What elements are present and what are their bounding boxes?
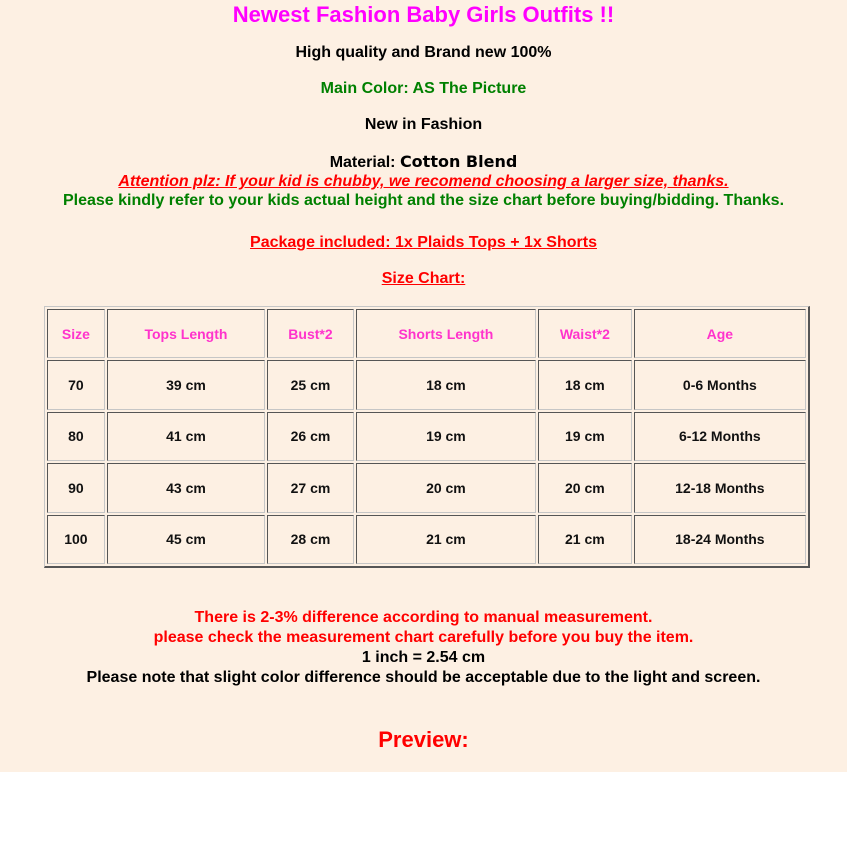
table-cell: 26 cm: [267, 412, 354, 461]
table-row: [47, 463, 806, 512]
header-cell-shorts-length: Shorts Length: [356, 309, 536, 358]
header-cell-age: Age: [634, 309, 806, 358]
table-cell: 27 cm: [267, 463, 354, 512]
table-cell: 90: [47, 463, 105, 512]
table-cell: 0-6 Months: [634, 360, 806, 409]
header-cell-tops-length: Tops Length: [107, 309, 265, 358]
attention-text: Attention plz: If your kid is chubby, we recomend choosing a larger size, thanks.: [118, 173, 729, 190]
table-cell: 20 cm: [356, 463, 536, 512]
table-cell: 19 cm: [356, 412, 536, 461]
page-title: Newest Fashion Baby Girls Outfits !!: [232, 2, 615, 27]
table-cell: 20 cm: [538, 463, 632, 512]
table-cell: 18 cm: [356, 360, 536, 409]
table-cell: 41 cm: [107, 412, 265, 461]
table-cell: 21 cm: [538, 515, 632, 564]
new-in-fashion-text: New in Fashion: [364, 116, 483, 133]
table-cell: 70: [47, 360, 105, 409]
main-color-text: Main Color: AS The Picture: [320, 80, 527, 97]
inch-note: 1 inch = 2.54 cm: [361, 649, 486, 666]
table-cell: 12-18 Months: [634, 463, 806, 512]
difference-note: There is 2-3% difference according to manual measurement.: [194, 609, 653, 626]
header-cell-waist: Waist*2: [538, 309, 632, 358]
table-cell: 80: [47, 412, 105, 461]
table-cell: 25 cm: [267, 360, 354, 409]
preview-heading: Preview:: [378, 727, 469, 752]
package-text: Package included: 1x Plaids Tops + 1x Shorts: [250, 234, 597, 251]
table-cell: 18-24 Months: [634, 515, 806, 564]
check-note: please check the measurement chart carefully before you buy the item.: [153, 629, 694, 646]
table-row: [47, 412, 806, 461]
table-row: [47, 360, 806, 409]
table-cell: 43 cm: [107, 463, 265, 512]
header-cell-size: Size: [47, 309, 105, 358]
material-line: [0, 152, 847, 172]
table-row: [47, 515, 806, 564]
material-label: Material:: [329, 154, 400, 171]
table-cell: 18 cm: [538, 360, 632, 409]
table-cell: 19 cm: [538, 412, 632, 461]
table-cell: 21 cm: [356, 515, 536, 564]
table-cell: 100: [47, 515, 105, 564]
material-value: Cotton Blend: [399, 152, 518, 171]
table-cell: 39 cm: [107, 360, 265, 409]
size-chart-label: Size Chart:: [381, 270, 466, 287]
table-cell: 6-12 Months: [634, 412, 806, 461]
table-header-row: [47, 309, 806, 358]
table-cell: 45 cm: [107, 515, 265, 564]
refer-text: Please kindly refer to your kids actual height and the size chart before buying/bidding. Thanks.: [62, 192, 785, 209]
header-cell-bust: Bust*2: [267, 309, 354, 358]
table-cell: 28 cm: [267, 515, 354, 564]
color-difference-note: Please note that slight color difference should be acceptable due to the light and screen.: [86, 669, 761, 686]
size-chart-table: [44, 306, 810, 568]
quality-text: High quality and Brand new 100%: [295, 44, 552, 61]
